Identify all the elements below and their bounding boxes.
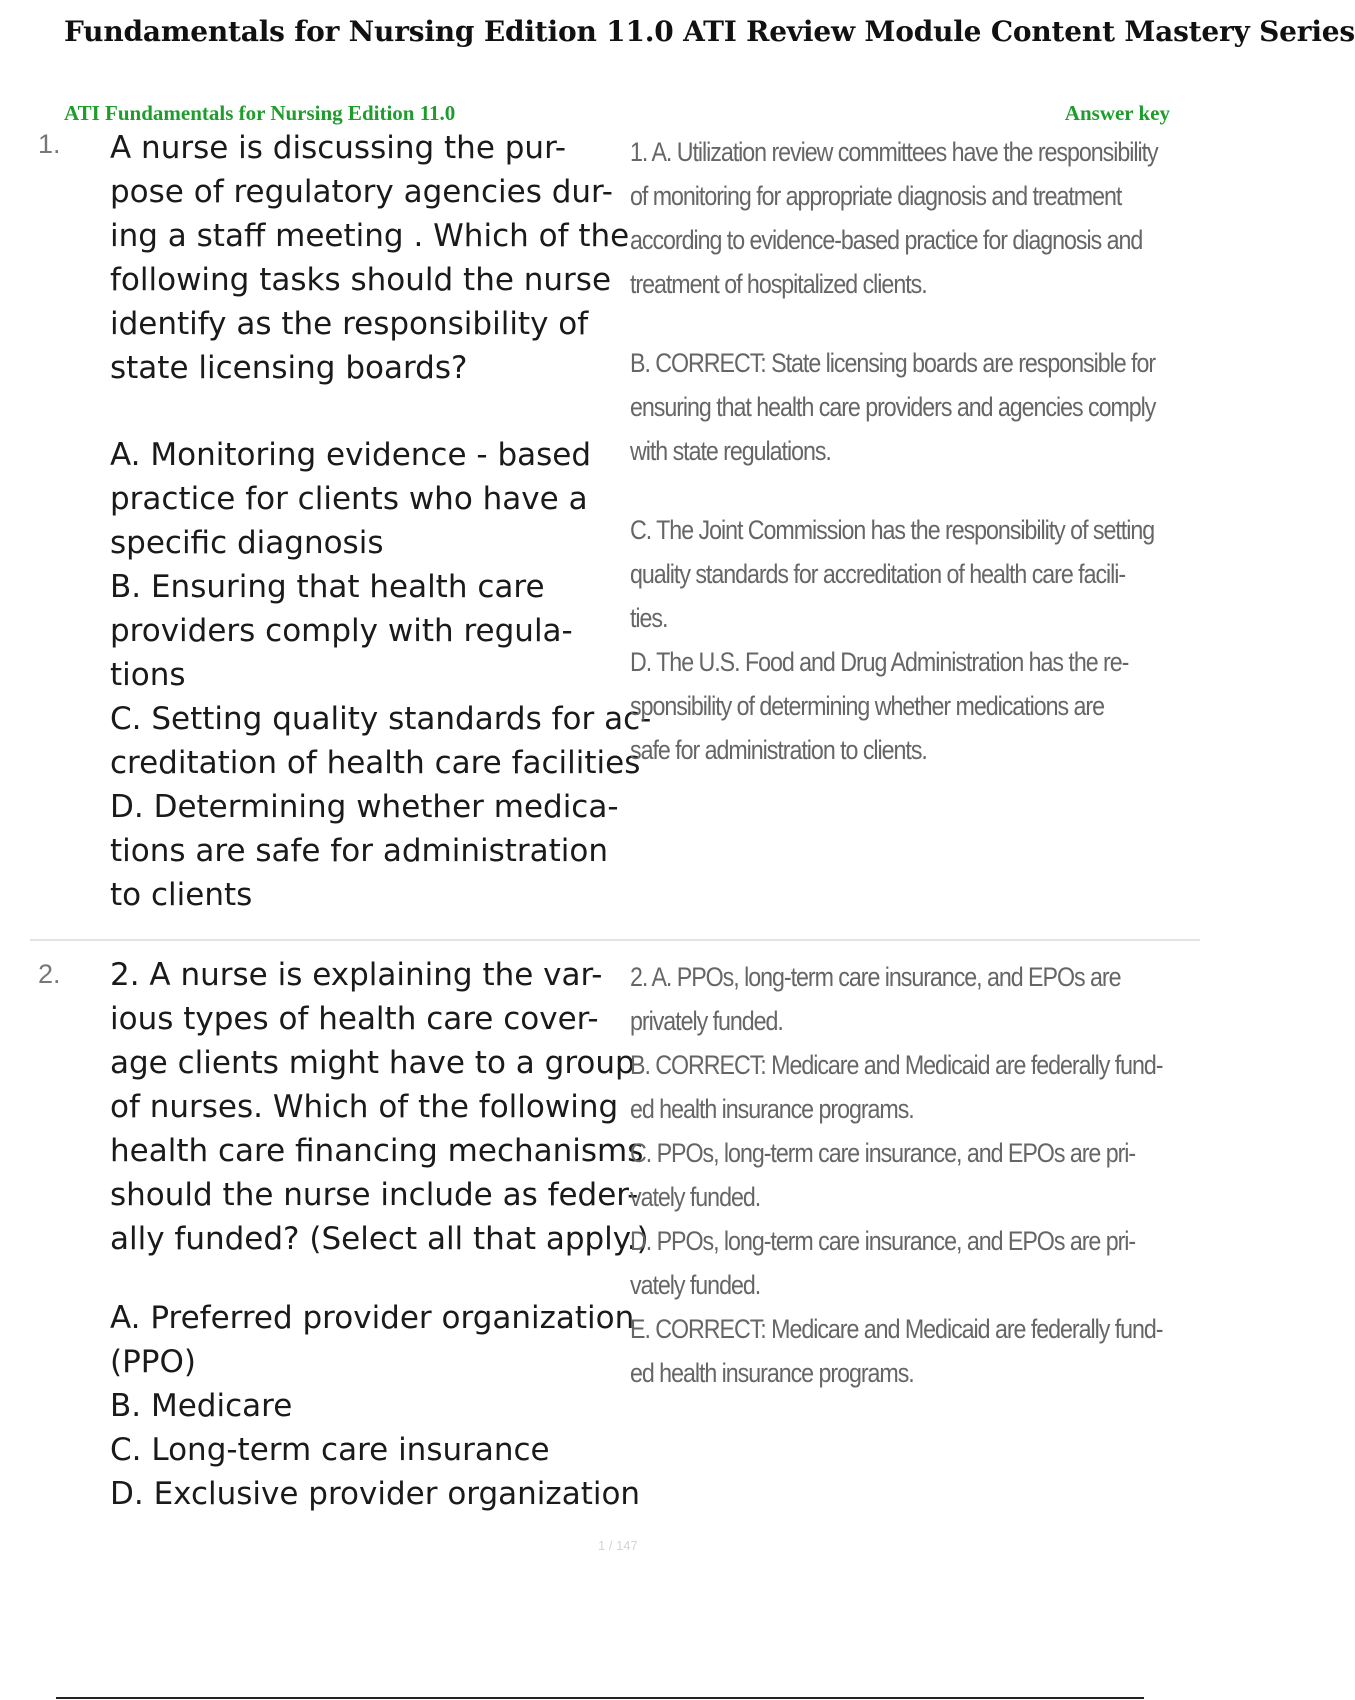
question-1-option-line: to clients — [110, 877, 253, 913]
answer-1-line: treatment of hospitalized clients. — [630, 269, 927, 299]
question-1-number: 1. — [38, 129, 61, 159]
question-2-stem-line: ious types of health care cover- — [110, 1001, 599, 1037]
bottom-rule — [56, 1697, 1144, 1699]
answer-key-column-header: Answer key — [1064, 101, 1170, 125]
question-1-option-line: tions — [110, 657, 186, 693]
answer-2-line: C. PPOs, long-term care insurance, and EPOs are pri- — [630, 1138, 1136, 1168]
answer-1-line: sponsibility of determining whether medications are — [630, 691, 1104, 721]
answer-2-line: E. CORRECT: Medicare and Medicaid are federally fund- — [630, 1314, 1163, 1344]
question-1-stem-line: state licensing boards? — [110, 350, 468, 386]
question-1-text — [110, 126, 652, 917]
question-1-stem-line: identify as the responsibility of — [110, 306, 589, 342]
question-2-stem-line: should the nurse include as feder- — [110, 1177, 639, 1213]
answer-1-line: 1. A. Utilization review committees have the responsibility — [630, 137, 1158, 167]
question-1-stem-line: pose of regulatory agencies dur- — [110, 174, 613, 210]
page-title: Fundamentals for Nursing Edition 11.0 ATI Review Module Content Mastery Series — [64, 15, 1355, 48]
answer-1-line: with state regulations. — [630, 436, 831, 466]
questions-column-header: ATI Fundamentals for Nursing Edition 11.0 — [64, 101, 456, 125]
answer-2-line: ed health insurance programs. — [630, 1358, 914, 1388]
question-1-option-line: specific diagnosis — [110, 525, 384, 561]
answer-1-line: safe for administration to clients. — [630, 735, 927, 765]
question-2-answer-key — [630, 955, 1163, 1395]
question-2-option-line: B. Medicare — [110, 1388, 293, 1424]
answer-1-line: C. The Joint Commission has the responsibility of setting — [630, 515, 1155, 545]
answer-2-line: privately funded. — [630, 1006, 783, 1036]
question-2-stem-line: age clients might have to a group — [110, 1045, 635, 1081]
question-2-stem-line: of nurses. Which of the following — [110, 1089, 619, 1125]
question-1-option-line: D. Determining whether medica- — [110, 789, 619, 825]
question-1-option-line: practice for clients who have a — [110, 481, 588, 517]
answer-2-line: D. PPOs, long-term care insurance, and EPOs are pri- — [630, 1226, 1136, 1256]
question-divider — [30, 939, 1200, 941]
question-1-option-line: B. Ensuring that health care — [110, 569, 545, 605]
question-2-option-line: (PPO) — [110, 1344, 196, 1380]
question-2-stem-line: ally funded? (Select all that apply.) — [110, 1221, 649, 1257]
question-1-stem-line: following tasks should the nurse — [110, 262, 612, 298]
question-1-option-line: providers comply with regula- — [110, 613, 573, 649]
answer-1-line: according to evidence-based practice for diagnosis and — [630, 225, 1143, 255]
question-2-stem-line: health care financing mechanisms — [110, 1133, 644, 1169]
question-2-stem-line: 2. A nurse is explaining the var- — [110, 957, 603, 993]
question-1-stem-line: A nurse is discussing the pur- — [110, 130, 567, 166]
answer-1-line: B. CORRECT: State licensing boards are responsible for — [630, 348, 1156, 378]
answer-1-line: D. The U.S. Food and Drug Administration has the re- — [630, 647, 1129, 677]
answer-1-line: ties. — [630, 603, 668, 633]
question-1-option-line: tions are safe for administration — [110, 833, 609, 869]
question-1-stem-line: ing a staff meeting . Which of the — [110, 218, 630, 254]
answer-1-line: quality standards for accreditation of health care facili- — [630, 559, 1126, 589]
question-2-option-line: D. Exclusive provider organization — [110, 1476, 641, 1512]
answer-1-line: ensuring that health care providers and agencies comply — [630, 392, 1156, 422]
question-2-text — [110, 953, 649, 1516]
answer-2-line: B. CORRECT: Medicare and Medicaid are federally fund- — [630, 1050, 1163, 1080]
question-1-answer-key — [630, 130, 1158, 772]
question-1-option-line: creditation of health care facilities — [110, 745, 641, 781]
answer-2-line: 2. A. PPOs, long-term care insurance, and EPOs are — [630, 962, 1121, 992]
question-2-option-line: C. Long-term care insurance — [110, 1432, 550, 1468]
answer-1-line: of monitoring for appropriate diagnosis and treatment — [630, 181, 1122, 211]
answer-2-line: vately funded. — [630, 1270, 761, 1300]
answer-2-line: ed health insurance programs. — [630, 1094, 914, 1124]
question-1-option-line: A. Monitoring evidence - based — [110, 437, 592, 473]
page-number: 1 / 147 — [598, 1538, 638, 1553]
question-1-option-line: C. Setting quality standards for ac- — [110, 701, 652, 737]
question-2-number: 2. — [38, 959, 61, 989]
answer-2-line: vately funded. — [630, 1182, 761, 1212]
question-2-option-line: A. Preferred provider organization — [110, 1300, 635, 1336]
